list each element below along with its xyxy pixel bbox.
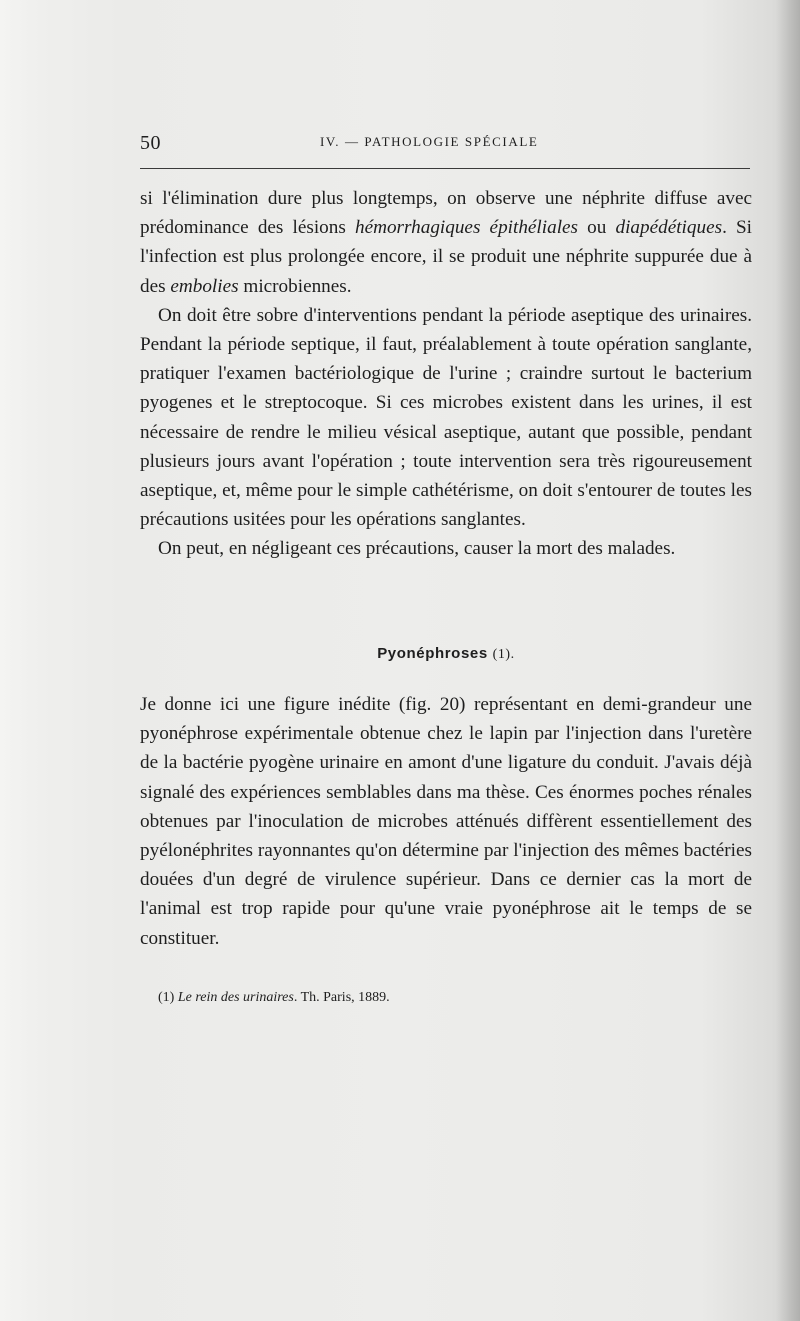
running-head: IV. — PATHOLOGIE SPÉCIALE bbox=[320, 134, 539, 149]
paragraph-1 bbox=[140, 184, 752, 301]
main-text-block bbox=[140, 184, 752, 564]
p1-italic-embolies: embolies bbox=[170, 275, 239, 297]
p1-italic-diapedetiques: diapédétiques bbox=[615, 217, 723, 239]
p1-text-a: si l'élimination dure plus longtemps, on observe une néphrite diffuse avec prédominance des lésions bbox=[140, 188, 752, 239]
page-number: 50 bbox=[140, 132, 161, 154]
page-edge-shadow bbox=[776, 0, 800, 1321]
footnote-rest: . Th. Paris, 1889. bbox=[293, 990, 390, 1005]
section-footnote-ref: (1). bbox=[492, 647, 515, 662]
footnote-title: Le rein des urinaires bbox=[177, 990, 294, 1005]
page-header bbox=[138, 128, 750, 158]
footnote bbox=[158, 990, 390, 1006]
paragraph-4: Je donne ici une figure inédite (fig. 20) représentant en demi-grandeur une pyonéphrose expérimentale obtenue chez le lapin par l'injection dans l'uretère de la bactérie pyogène urinaire en amont d'une ligature du conduit. J'avais déjà signalé des expériences semblables dans ma thèse. Ces énormes poches rénales obtenues par l'inoculation de microbes atténués diffèrent essentiellement des pyélonéphrites rayonnantes qu'on détermine par l'injection des mêmes bactéries douées d'un degré de virulence supérieur. Dans ce dernier cas la mort de l'animal est trop rapide pour qu'une vraie pyonéphrose ait le temps de se constituer. bbox=[140, 694, 752, 949]
p1-italic-hemorrhagiques: hémorrhagiques épithéliales bbox=[354, 217, 579, 239]
p1-text-g: microbiennes. bbox=[238, 275, 352, 297]
p1-text-e: . Si l'infection est plus prolongée encore, il se produit une néphrite suppurée due à des bbox=[140, 217, 752, 297]
header-rule bbox=[140, 168, 750, 169]
section-title: Pyonéphroses bbox=[377, 645, 488, 662]
section-text-block bbox=[140, 690, 752, 953]
p1-text-c: ou bbox=[578, 217, 616, 239]
section-heading bbox=[140, 645, 752, 663]
paragraph-3: On peut, en négligeant ces précautions, causer la mort des malades. bbox=[158, 538, 676, 560]
paragraph-2: On doit être sobre d'interventions pendant la période aseptique des urinaires. Pendant la période septique, il faut, préalablement à toute opération sanglante, pratiquer l'examen bactériologique de l'urine ; craindre surtout le bacterium pyogenes et le streptocoque. Si ces microbes existent dans les urines, il est nécessaire de rendre le milieu vésical aseptique, autant que possible, pendant plusieurs jours avant l'opération ; toute intervention sera très rigoureusement aseptique, et, même pour le simple cathétérisme, on doit s'entourer de toutes les précautions usitées pour les opérations sanglantes. bbox=[140, 304, 752, 531]
footnote-marker: (1) bbox=[158, 990, 175, 1005]
